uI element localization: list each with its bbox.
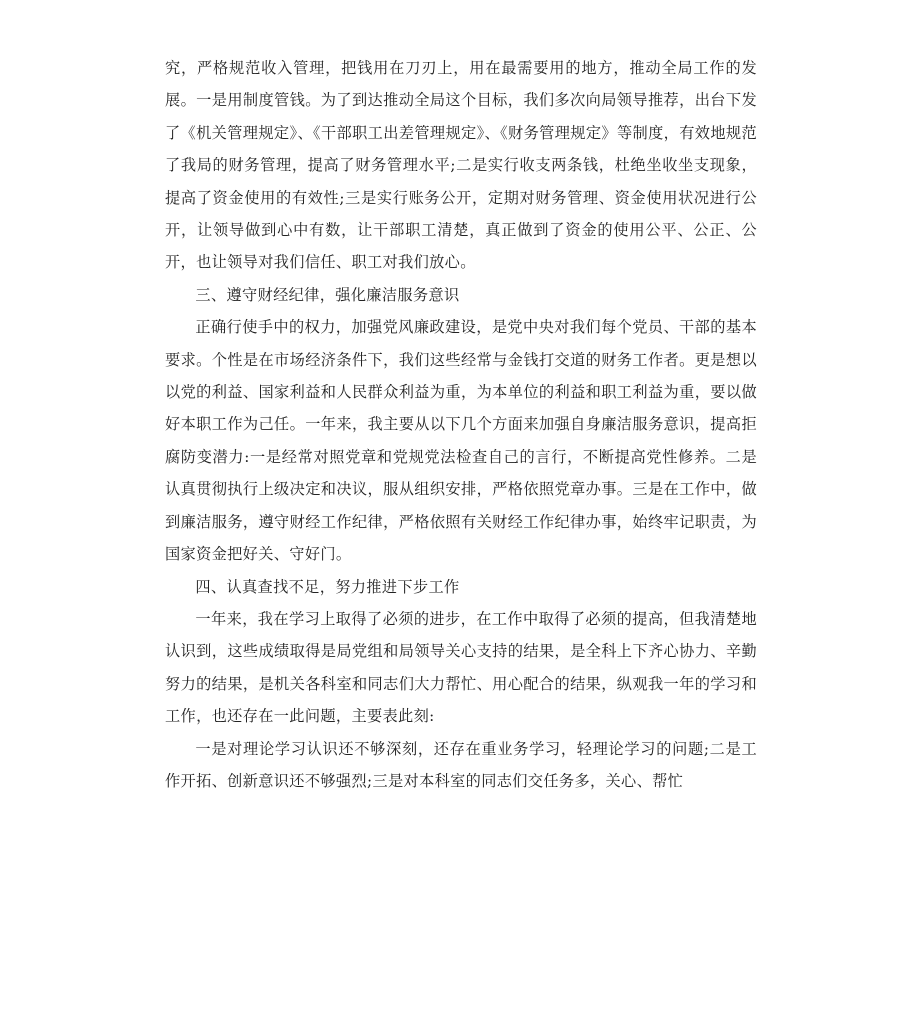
- section-heading-4: 四、认真查找不足，努力推进下步工作: [195, 577, 460, 596]
- section-heading-3: 三、遵守财经纪律，强化廉洁服务意识: [195, 285, 460, 304]
- paragraph-problems: 一是对理论学习认识还不够深刻，还存在重业务学习，轻理论学习的问题;二是工作开拓、创新意识还不够强烈;三是对本科室的同志们交任务多，关心、帮忙: [165, 739, 757, 790]
- document-body: [165, 52, 757, 797]
- paragraph-financial-management: 究，严格规范收入管理，把钱用在刀刃上，用在最需要用的地方，推动全局工作的发展。一是用制度管钱。为了到达推动全局这个目标，我们多次向局领导推荐，出台下发了《机关管理规定》、《干部职工出差管理规定》、《财务管理规定》等制度，有效地规范了我局的财务管理，提高了财务管理水平;二是实行收支两条钱，杜绝坐收坐支现象，提高了资金使用的有效性;三是实行账务公开，定期对财务管理、资金使用状况进行公开，让领导做到心中有数，让干部职工清楚，真正做到了资金的使用公平、公正、公开，也让领导对我们信任、职工对我们放心。: [165, 59, 757, 272]
- paragraph-shortcomings: 一年来，我在学习上取得了必须的进步，在工作中取得了必须的提高，但我清楚地认识到，这些成绩取得是局党组和局领导关心支持的结果，是全科上下齐心协力、辛勤努力的结果，是机关各科室和同志们大力帮忙、用心配合的结果，纵观我一年的学习和工作，也还存在一此问题，主要表此刻:: [165, 609, 757, 726]
- paragraph-integrity: 正确行使手中的权力，加强党风廉政建设，是党中央对我们每个党员、干部的基本要求。个性是在市场经济条件下，我们这些经常与金钱打交道的财务工作者。更是想以以党的利益、国家利益和人民群众利益为重，为本单位的利益和职工利益为重，要以做好本职工作为己任。一年来，我主要从以下几个方面来加强自身廉洁服务意识，提高拒腐防变潜力:一是经常对照党章和党规党法检查自己的言行，不断提高党性修养。二是认真贯彻执行上级决定和决议，服从组织安排，严格依照党章办事。三是在工作中，做到廉洁服务，遵守财经工作纪律，严格依照有关财经工作纪律办事，始终牢记职责，为国家资金把好关、守好门。: [165, 318, 757, 564]
